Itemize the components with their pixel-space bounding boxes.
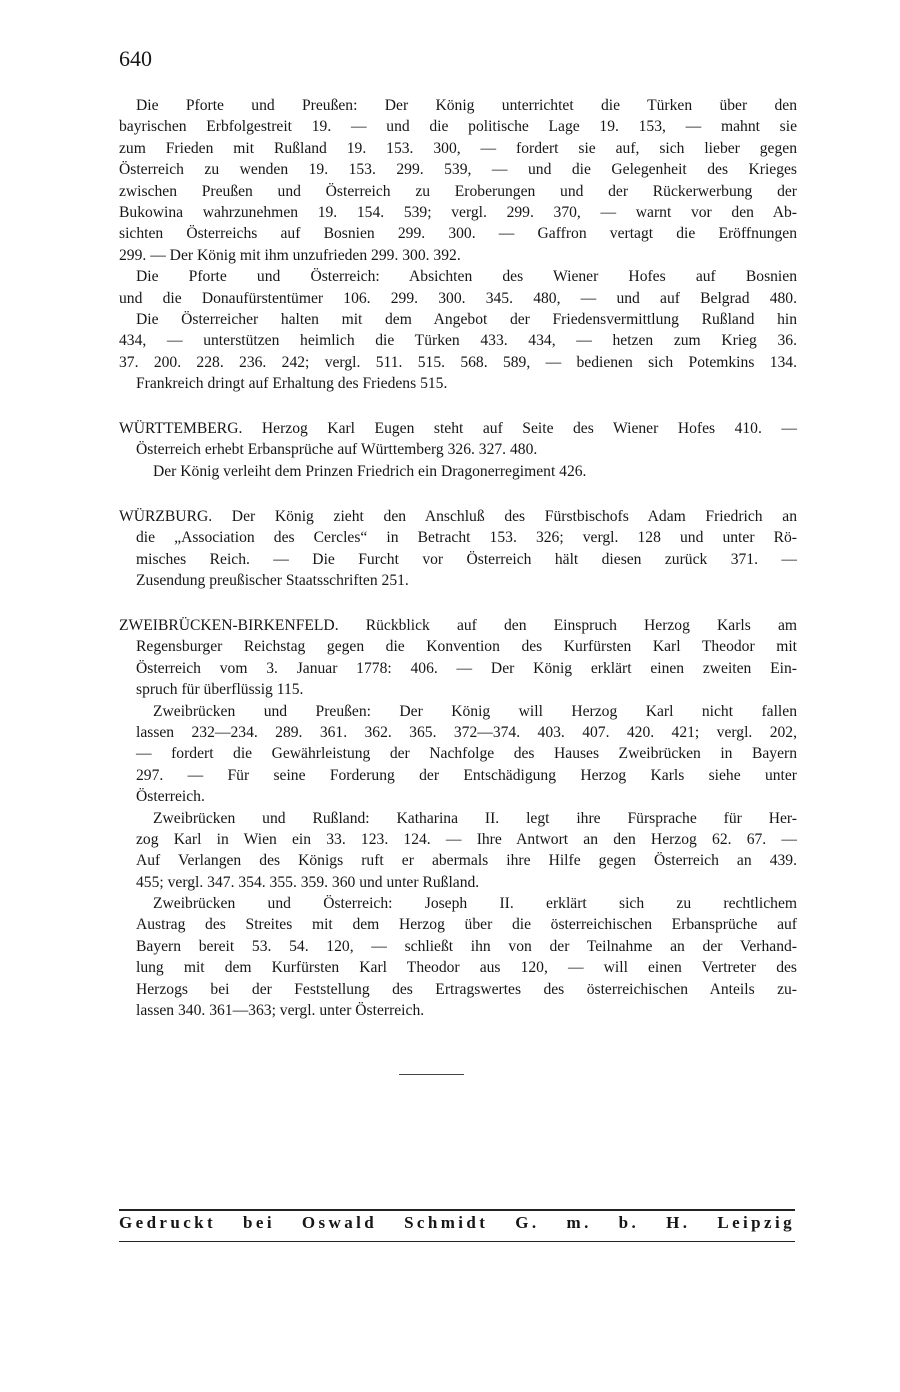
text-line: zwischen Preußen und Österreich zu Eroberungen und der Rückerwerbung der [119,182,797,200]
imprint-rule-bottom [119,1241,795,1242]
text-line: Österreich vom 3. Januar 1778: 406. — Der König erklärt einen zweiten Ein- [136,659,797,677]
entry-heading-line: ZWEIBRÜCKEN-BIRKENFELD. Rückblick auf den Einspruch Herzog Karls am [119,617,797,634]
text-line: Der König verleiht dem Prinzen Friedrich ein Dragonerregiment 426. [153,462,587,480]
text-line: lassen 232—234. 289. 361. 362. 365. 372—374. 403. 407. 420. 421; vergl. 202, [136,723,797,741]
text-line: Bukowina wahrzunehmen 19. 154. 539; vergl. 299. 370, — warnt vor den Ab- [119,203,797,221]
text-line: Zusendung preußischer Staatsschriften 251. [136,572,409,590]
entry-wuerzburg [119,506,797,592]
text-line: 455; vergl. 347. 354. 355. 359. 360 und unter Rußland. [136,873,480,891]
text-line: lassen 340. 361—363; vergl. unter Österreich. [136,1002,425,1020]
text-line: bayrischen Erbfolgestreit 19. — und die politische Lage 19. 153, — mahnt sie [119,118,797,136]
text-line: 299. — Der König mit ihm unzufrieden 299. 300. 392. [119,246,461,264]
text-line: sichten Österreichs auf Bosnien 299. 300. — Gaffron vertagt die Eröffnungen [119,225,797,243]
text-line: Zweibrücken und Preußen: Der König will Herzog Karl nicht fallen [153,702,797,720]
text-line: Zweibrücken und Österreich: Joseph II. erklärt sich zu rechtlichem [153,895,797,913]
text-line: Österreich. [136,788,205,806]
section-separator [399,1074,464,1075]
imprint-rule-top [119,1209,795,1211]
section-pforte [119,95,797,394]
text-line: Bayern bereit 53. 54. 120, — schließt ihn von der Teilnahme an der Verhand- [136,937,797,955]
text-line: und die Donaufürstentümer 106. 299. 300. 345. 480, — und auf Belgrad 480. [119,289,797,307]
text-line: zog Karl in Wien ein 33. 123. 124. — Ihre Antwort an den Herzog 62. 67. — [136,830,797,848]
text-line: zum Frieden mit Rußland 19. 153. 300, — fordert sie auf, sich lieber gegen [119,139,797,157]
text-line: Die Pforte und Preußen: Der König unterrichtet die Türken über den [136,97,797,114]
text-line: Regensburger Reichstag gegen die Konvention des Kurfürsten Karl Theodor mit [136,638,797,656]
text-line: Die Österreicher halten mit dem Angebot der Friedensvermittlung Rußland hin [136,310,797,328]
text-line: Herzogs bei der Feststellung des Ertragswertes des österreichischen Anteils zu- [136,980,797,998]
text-line: Zweibrücken und Rußland: Katharina II. legt ihre Fürsprache für Her- [153,809,797,827]
text-line: 434, — unterstützen heimlich die Türken 433. 434, — hetzen zum Krieg 36. [119,332,797,350]
text-line: Auf Verlangen des Königs ruft er abermals ihre Hilfe gegen Österreich an 439. [136,852,797,870]
text-line: lung mit dem Kurfürsten Karl Theodor aus 120, — will einen Vertreter des [136,959,797,977]
text-line: — fordert die Gewährleistung der Nachfolge des Hauses Zweibrücken in Bayern [136,745,797,763]
printer-imprint: Gedruckt bei Oswald Schmidt G. m. b. H. Leipzig [119,1213,795,1232]
text-line: spruch für überflüssig 115. [136,681,304,699]
entry-wuerttemberg [119,418,797,482]
entry-heading-line: WÜRZBURG. Der König zieht den Anschluß des Fürstbischofs Adam Friedrich an [119,508,797,525]
text-line: Österreich zu wenden 19. 153. 299. 539, — und die Gelegenheit des Krieges [119,161,797,179]
text-line: Frankreich dringt auf Erhaltung des Friedens 515. [136,375,448,393]
text-line: Die Pforte und Österreich: Absichten des Wiener Hofes auf Bosnien [136,268,797,286]
text-line: die „Association des Cercles“ in Betracht 153. 326; vergl. 128 und unter Rö- [136,529,797,547]
text-line: Austrag des Streites mit dem Herzog über die österreichischen Erbansprüche auf [136,916,797,934]
text-line: 37. 200. 228. 236. 242; vergl. 511. 515. 568. 589, — bedienen sich Potemkins 134. [119,353,797,371]
text-line: 297. — Für seine Forderung der Entschädigung Herzog Karls siehe unter [136,766,797,784]
page-number: 640 [119,46,152,71]
text-line: misches Reich. — Die Furcht vor Österreich hält diesen zurück 371. — [136,550,797,568]
entry-zweibruecken [119,615,797,1021]
text-line: Österreich erhebt Erbansprüche auf Württemberg 326. 327. 480. [136,441,538,459]
entry-heading-line: WÜRTTEMBERG. Herzog Karl Eugen steht auf Seite des Wiener Hofes 410. — [119,420,797,437]
